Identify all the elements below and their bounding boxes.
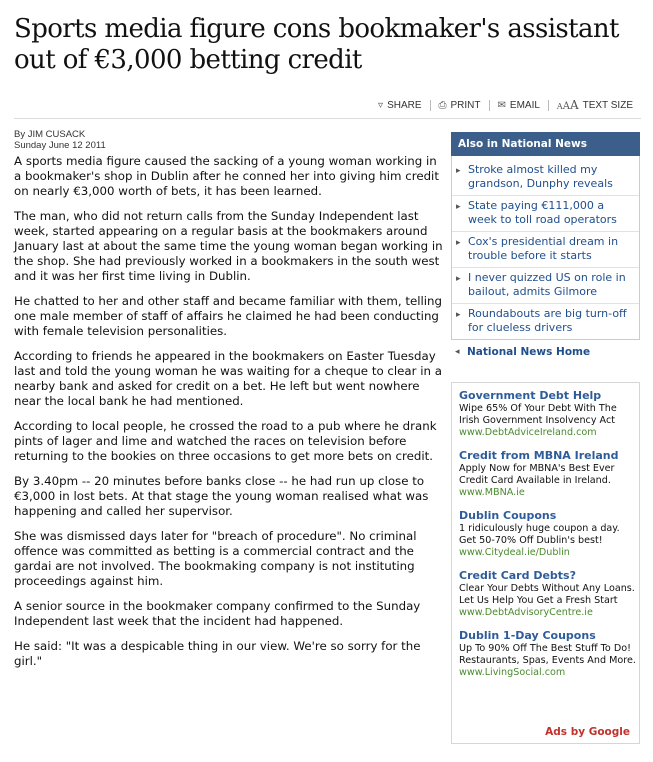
- ad-item: [459, 509, 639, 559]
- text-size-button[interactable]: [549, 98, 633, 112]
- ad-body: Apply Now for MBNA's Best Ever Credit Card Available in Ireland.: [459, 463, 615, 486]
- ads-by-google-link[interactable]: Ads by Google: [545, 726, 630, 738]
- chevron-down-icon: ▿: [378, 99, 384, 111]
- ad-title-link[interactable]: Dublin 1-Day Coupons: [459, 629, 596, 642]
- article-paragraph: A sports media figure caused the sacking of a young woman working in a bookmaker's shop in Dublin after he conned her into giving him credit on nearly €3,000 worth of bets, it has been learned.: [14, 154, 439, 198]
- ad-title-link[interactable]: Government Debt Help: [459, 389, 602, 402]
- chevron-right-icon: ▸: [456, 310, 461, 320]
- chevron-right-icon: ▸: [456, 238, 461, 248]
- article-date: Sunday June 12 2011: [14, 140, 106, 151]
- print-label: PRINT: [450, 99, 481, 111]
- share-button[interactable]: [370, 100, 429, 111]
- chevron-left-icon: ◂: [455, 347, 460, 357]
- article-toolbar: [370, 98, 633, 112]
- sidebar-header: Also in National News: [451, 132, 640, 156]
- related-news-list: [451, 156, 640, 340]
- ad-url[interactable]: www.LivingSocial.com: [459, 667, 566, 678]
- related-news-link[interactable]: Stroke almost killed my grandson, Dunphy reveals: [468, 163, 613, 190]
- article-headline: Sports media figure cons bookmaker's assistant out of €3,000 betting credit: [14, 14, 619, 75]
- share-label: SHARE: [387, 99, 422, 111]
- header-divider: [14, 118, 641, 119]
- ad-body: Wipe 65% Of Your Debt With The Irish Government Insolvency Act: [459, 403, 617, 426]
- ad-title-link[interactable]: Credit from MBNA Ireland: [459, 449, 619, 462]
- chevron-right-icon: ▸: [456, 202, 461, 212]
- ad-url[interactable]: www.Citydeal.ie/Dublin: [459, 547, 570, 558]
- related-news-link[interactable]: I never quizzed US on role in bailout, admits Gilmore: [468, 271, 626, 298]
- ad-url[interactable]: www.DebtAdvisoryCentre.ie: [459, 607, 593, 618]
- related-news-item[interactable]: [452, 196, 639, 232]
- ad-item: [459, 389, 639, 439]
- article-paragraph: According to local people, he crossed the road to a pub where he drank pints of lager and lime and watched the races on television before returning to the bookies on three occasions to get more bets on credit.: [14, 419, 437, 463]
- national-news-home-label: National News Home: [467, 346, 591, 358]
- article-paragraph: He chatted to her and other staff and became familiar with them, telling one male member of staff of affairs he claimed he had been conducting with female television personalities.: [14, 294, 442, 338]
- ad-title-link[interactable]: Credit Card Debts?: [459, 569, 576, 582]
- ad-url[interactable]: www.DebtAdviceIreland.com: [459, 427, 597, 438]
- ad-url[interactable]: www.MBNA.ie: [459, 487, 525, 498]
- article-paragraph: She was dismissed days later for "breach of procedure". No criminal offence was committed as betting is a commercial contract and the gardai are not involved. The bookmaking company is not instituting proceedings against him.: [14, 529, 417, 588]
- text-size-label: TEXT SIZE: [582, 99, 633, 111]
- article-paragraph: A senior source in the bookmaker company confirmed to the Sunday Independent last week that the incident had happened.: [14, 599, 421, 628]
- article-paragraph: According to friends he appeared in the bookmakers on Easter Tuesday last and told the young woman he was waiting for a cheque to clear in a nearby bank and asked for credit on a bet. He left but went nowhere near the local bank he had mentioned.: [14, 349, 442, 408]
- printer-icon: ⎙: [438, 99, 447, 111]
- ad-item: [459, 569, 639, 619]
- print-button[interactable]: [431, 100, 489, 111]
- related-news-item[interactable]: [452, 268, 639, 304]
- related-news-item[interactable]: [452, 304, 639, 340]
- related-news-sidebar: [451, 132, 640, 358]
- email-button[interactable]: [490, 100, 548, 111]
- article-paragraph: By 3.40pm -- 20 minutes before banks close -- he had run up close to €3,000 in lost bets. At that stage the young woman realised what was happening and called her supervisor.: [14, 474, 429, 518]
- envelope-icon: ✉: [497, 99, 506, 111]
- ad-body: Up To 90% Off The Best Stuff To Do! Restaurants, Spas, Events And More.: [459, 643, 636, 666]
- related-news-link[interactable]: State paying €111,000 a week to toll road operators: [468, 199, 617, 226]
- ad-body: Clear Your Debts Without Any Loans. Let Us Help You Get a Fresh Start: [459, 583, 635, 606]
- chevron-right-icon: ▸: [456, 166, 461, 176]
- related-news-link[interactable]: Roundabouts are big turn-off for clueless drivers: [468, 307, 627, 334]
- related-news-item[interactable]: [452, 232, 639, 268]
- related-news-link[interactable]: Cox's presidential dream in trouble before it starts: [468, 235, 619, 262]
- article-paragraph: He said: "It was a despicable thing in our view. We're so sorry for the girl.": [14, 639, 421, 668]
- related-news-item[interactable]: [452, 160, 639, 196]
- ad-item: [459, 449, 639, 499]
- ad-body: 1 ridiculously huge coupon a day. Get 50-70% Off Dublin's best!: [459, 523, 620, 546]
- article-byline: By JIM CUSACK: [14, 129, 86, 140]
- email-label: EMAIL: [509, 99, 540, 111]
- article-body: [14, 154, 444, 679]
- ad-item: [459, 629, 639, 679]
- text-size-icon: AAA: [556, 98, 579, 112]
- sponsored-ads-box: [451, 382, 640, 744]
- article-paragraph: The man, who did not return calls from the Sunday Independent last week, started appearing on a regular basis at the bookmakers around January last at about the same time the young woman began working in the shop. She had previously worked in a bookmakers in the south west and it was her first time living in Dublin.: [14, 209, 443, 283]
- national-news-home-link[interactable]: [451, 346, 640, 358]
- chevron-right-icon: ▸: [456, 274, 461, 284]
- ad-title-link[interactable]: Dublin Coupons: [459, 509, 557, 522]
